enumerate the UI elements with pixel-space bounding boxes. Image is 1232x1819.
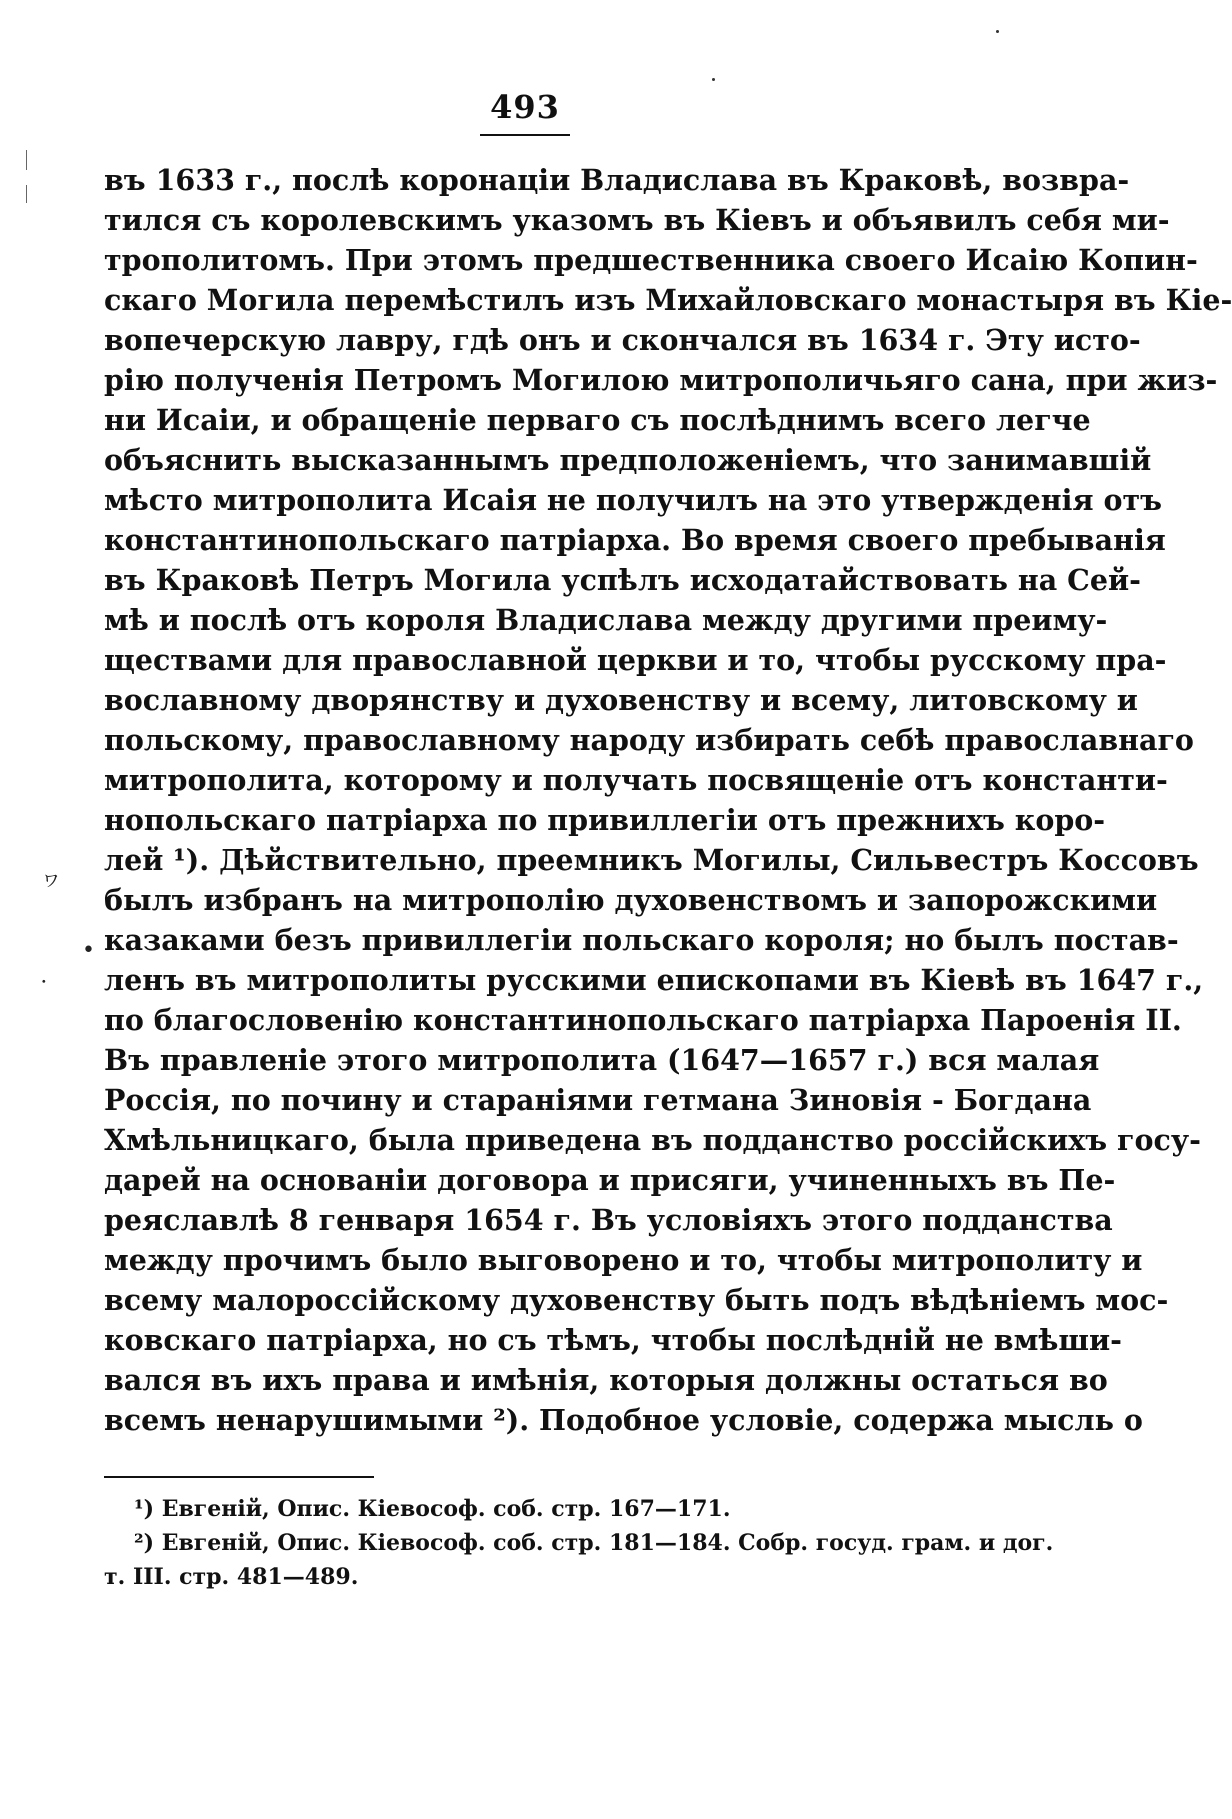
text-line: мѣ и послѣ отъ короля Владислава между другими преиму- (104, 603, 1108, 637)
text-line: трополитомъ. При этомъ предшественника своего Исаію Копин- (104, 243, 1198, 277)
footnote-2: ²) Евгеній, Опис. Кіевософ. соб. стр. 181—184. Собр. госуд. грам. и дог. (134, 1530, 1054, 1556)
text-line: Россія, по почину и стараніями гетмана Зиновія - Богдана (104, 1083, 1092, 1117)
margin-mark: ヮ (40, 867, 63, 892)
text-line: Въ правленіе этого митрополита (1647—1657 г.) вся малая (104, 1043, 1100, 1077)
text-line: въ 1633 г., послѣ коронаціи Владислава въ Краковѣ, возвра- (104, 163, 1130, 197)
text-line: былъ избранъ на митрополію духовенствомъ и запорожскими (104, 883, 1158, 917)
text-line: польскому, православному народу избирать себѣ православнаго (104, 723, 1194, 757)
text-line: дарей на основаніи договора и присяги, учиненныхъ въ Пе- (104, 1163, 1116, 1197)
scan-edge-mark (26, 150, 27, 170)
text-line: вославному дворянству и духовенству и всему, литовскому и (104, 683, 1138, 717)
text-line: между прочимъ было выговорено и то, чтобы митрополиту и (104, 1243, 1143, 1277)
text-line: въ Краковѣ Петръ Могила успѣлъ исходатайствовать на Сей- (104, 563, 1141, 597)
scan-speck (996, 30, 999, 33)
text-line: рію полученія Петромъ Могилою митрополичьяго сана, при жиз- (104, 363, 1218, 397)
text-line: вопечерскую лавру, гдѣ онъ и скончался въ 1634 г. Эту исто- (104, 323, 1141, 357)
text-line: всемъ ненарушимыми ²). Подобное условіе, содержа мысль о (104, 1403, 1143, 1437)
page-number: 493 (490, 88, 560, 126)
text-line: всему малороссійскому духовенству быть подъ вѣдѣніемъ мос- (104, 1283, 1169, 1317)
margin-mark: ⋅ (40, 970, 48, 995)
scan-edge-mark (26, 185, 27, 203)
text-line: ни Исаіи, и обращеніе перваго съ послѣднимъ всего легче (104, 403, 1091, 437)
footnotes (104, 1492, 1054, 1594)
text-line: нопольскаго патріарха по привиллегіи отъ прежнихъ коро- (104, 803, 1106, 837)
text-line: объяснить высказаннымъ предположеніемъ, что занимавшій (104, 443, 1152, 477)
text-line: константинопольскаго патріарха. Во время своего пребыванія (104, 523, 1166, 557)
footnote-2-continuation: т. III. стр. 481—489. (104, 1564, 359, 1590)
text-line: реяславлѣ 8 генваря 1654 г. Въ условіяхъ этого подданства (104, 1203, 1113, 1237)
text-line: Хмѣльницкаго, была приведена въ подданство россійскихъ госу- (104, 1123, 1201, 1157)
text-line: вался въ ихъ права и имѣнія, которыя должны остаться во (104, 1363, 1108, 1397)
text-line: тился съ королевскимъ указомъ въ Кіевъ и объявилъ себя ми- (104, 203, 1170, 237)
text-line: лей ¹). Дѣйствительно, преемникъ Могилы, Сильвестръ Коссовъ (104, 843, 1199, 877)
page-number-underline (480, 134, 570, 136)
text-line: ществами для православной церкви и то, чтобы русскому пра- (104, 643, 1167, 677)
text-line: ковскаго патріарха, но съ тѣмъ, чтобы послѣдній не вмѣши- (104, 1323, 1122, 1357)
text-line: мѣсто митрополита Исаія не получилъ на это утвержденія отъ (104, 483, 1162, 517)
text-line: митрополита, которому и получать посвященіе отъ константи- (104, 763, 1168, 797)
footnote-1: ¹) Евгеній, Опис. Кіевософ. соб. стр. 167—171. (134, 1496, 731, 1522)
text-line: ленъ въ митрополиты русскими епископами въ Кіевѣ въ 1647 г., (104, 963, 1204, 997)
scan-speck (712, 78, 715, 81)
margin-mark: • (82, 938, 95, 963)
text-line: скаго Могила перемѣстилъ изъ Михайловскаго монастыря въ Кіе- (104, 283, 1232, 317)
text-line: по благословенію константинопольскаго патріарха Пароенія II. (104, 1003, 1182, 1037)
body-text (104, 160, 1232, 1440)
footnote-separator (104, 1476, 374, 1478)
text-line: казаками безъ привиллегіи польскаго короля; но былъ постав- (104, 923, 1179, 957)
